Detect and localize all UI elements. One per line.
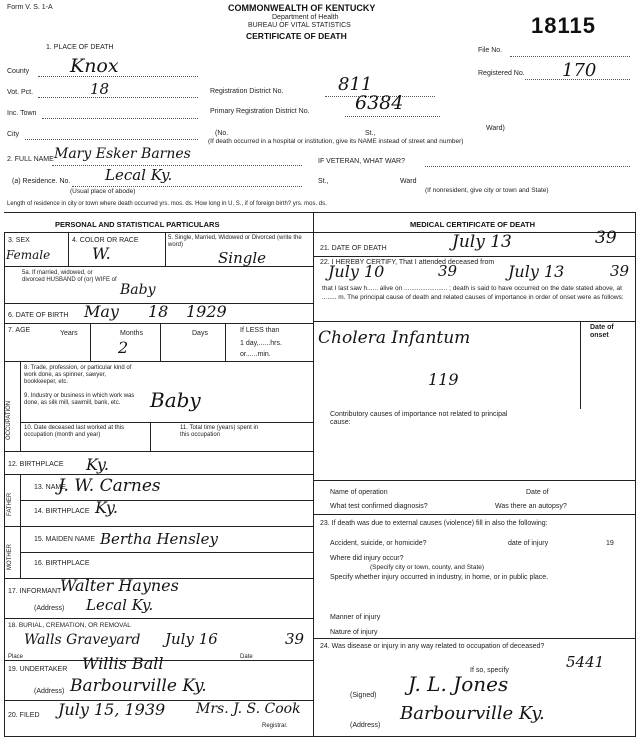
signed-label: (Signed) bbox=[350, 692, 377, 699]
certificate-number: 18115 bbox=[531, 13, 596, 38]
informant-label: 17. INFORMANT bbox=[8, 588, 62, 595]
medical-section-title: MEDICAL CERTIFICATE OF DEATH bbox=[410, 220, 535, 229]
residence-label: (a) Residence. No. bbox=[12, 178, 71, 185]
personal-section-title: PERSONAL AND STATISTICAL PARTICULARS bbox=[55, 220, 220, 229]
spouse-label: 5a. If married, widowed, or divorced HUSBAND of (or) WIFE of bbox=[22, 270, 117, 283]
where-note: (Specify city or town, county, and State) bbox=[370, 564, 485, 571]
contributory-label: Contributory causes of importance not related to principal cause: bbox=[330, 411, 508, 426]
mother-maiden-label: 15. MAIDEN NAME bbox=[34, 536, 96, 543]
birthplace-label: 12. BIRTHPLACE bbox=[8, 461, 64, 468]
commonwealth-heading: COMMONWEALTH OF KENTUCKY bbox=[228, 3, 376, 13]
department-heading: Department of Health bbox=[272, 14, 339, 21]
sex-label: 3. SEX bbox=[8, 237, 30, 244]
dob-day: 18 bbox=[148, 302, 169, 321]
primary-registration-value: 6384 bbox=[355, 92, 404, 114]
min-label: or......min. bbox=[240, 351, 271, 358]
informant-address-value: Lecal Ky. bbox=[86, 596, 154, 614]
registrar-value: Mrs. J. S. Cook bbox=[196, 701, 301, 717]
manner-injury-label: Manner of injury bbox=[330, 614, 381, 621]
autopsy-label: Was there an autopsy? bbox=[495, 503, 567, 510]
burial-label: 18. BURIAL, CREMATION, OR REMOVAL bbox=[8, 622, 131, 629]
street-label: St., bbox=[365, 130, 376, 137]
registrar-label: Registrar. bbox=[262, 723, 288, 729]
residence-note: (Usual place of abode) bbox=[70, 188, 136, 195]
nature-injury-label: Nature of injury bbox=[330, 629, 378, 636]
injury-date-label: date of injury bbox=[508, 540, 549, 547]
file-no-label: File No. bbox=[478, 47, 503, 54]
if-so-label: If so, specify bbox=[470, 667, 509, 674]
inc-town-label: Inc. Town bbox=[7, 110, 37, 117]
birthplace-value: Ky. bbox=[86, 455, 109, 474]
attended-to-value: July 13 bbox=[508, 262, 565, 281]
spouse-value: Baby bbox=[120, 282, 156, 298]
if-less-label: If LESS than bbox=[240, 327, 280, 334]
undertaker-value: Willis Ball bbox=[82, 654, 164, 673]
day-hrs-label: 1 day,......hrs. bbox=[240, 340, 282, 347]
injury-year-label: 19 bbox=[606, 540, 614, 547]
residence-value: Lecal Ky. bbox=[105, 166, 173, 184]
certify-text: that I last saw h...... alive on ........................ ; death is said to have occurred on the date stated above, at ........ m. The principal cause of death and related causes of importance in order of onset were as follows: bbox=[322, 285, 624, 301]
full-name-label: 2. FULL NAME bbox=[7, 156, 54, 163]
attended-from-year: 39 bbox=[438, 262, 458, 280]
father-name-label: 13. NAME bbox=[34, 484, 66, 491]
marital-label: 5. Single, Married, Widowed or Divorced (write the word) bbox=[168, 235, 302, 248]
burial-year-value: 39 bbox=[285, 630, 305, 648]
ward-label: Ward) bbox=[486, 125, 505, 132]
age-label: 7. AGE bbox=[8, 327, 31, 334]
registration-district-value: 811 bbox=[338, 74, 373, 95]
where-injury-label: Where did injury occur? bbox=[330, 555, 404, 562]
external-causes-label: 23. If death was due to external causes (violence) fill in also the following: bbox=[320, 520, 548, 527]
mother-side-label: MOTHER bbox=[7, 544, 13, 570]
informant-address-label: (Address) bbox=[34, 605, 65, 612]
occupation-8-label: 8. Trade, profession, or particular kind of work done, as spinner, sawyer, bookkeeper, etc. bbox=[24, 365, 132, 385]
date-of-death-label: 21. DATE OF DEATH bbox=[320, 245, 387, 252]
hospital-note: (If death occurred in a hospital or institution, give its NAME instead of street and number) bbox=[208, 138, 464, 145]
certify-label: 22. I HEREBY CERTIFY, That I attended deceased from bbox=[320, 259, 495, 266]
dob-year: 1929 bbox=[186, 302, 227, 321]
length-of-residence: Length of residence in city or town where death occurred yrs. mos. ds. How long in U. S., if of foreign birth? yrs. mos. ds. bbox=[7, 201, 327, 207]
informant-value: Walter Haynes bbox=[60, 576, 179, 595]
principal-cause-value: Cholera Infantum bbox=[318, 328, 471, 348]
occupation-11-label: 11. Total time (years) spent in this occupation bbox=[180, 425, 259, 438]
industry-injury-label: Specify whether injury occurred in industry, in home, or in public place. bbox=[330, 574, 549, 581]
burial-date-value: July 16 bbox=[165, 630, 218, 648]
operation-date-label: Date of bbox=[526, 489, 549, 496]
full-name-value: Mary Esker Barnes bbox=[54, 146, 191, 162]
sex-value: Female bbox=[6, 248, 51, 262]
registered-no-label: Registered No. bbox=[478, 70, 525, 77]
father-birthplace-value: Ky. bbox=[95, 498, 118, 517]
cause-code-value: 119 bbox=[428, 370, 459, 389]
primary-registration-label: Primary Registration District No. bbox=[210, 108, 310, 115]
date-of-death-year: 39 bbox=[595, 228, 617, 248]
residence-ward-label: Ward bbox=[400, 178, 417, 185]
county-label: County bbox=[7, 68, 30, 75]
attended-from-value: July 10 bbox=[328, 262, 385, 281]
age-months-value: 2 bbox=[118, 338, 129, 357]
operation-label: Name of operation bbox=[330, 489, 388, 496]
days-label: Days bbox=[192, 330, 208, 337]
father-name-value: J. W. Carnes bbox=[58, 476, 161, 496]
father-side-label: FATHER bbox=[7, 492, 13, 516]
mother-birthplace-label: 16. BIRTHPLACE bbox=[34, 560, 90, 567]
occupation-10-label: 10. Date deceased last worked at this occupation (month and year) bbox=[24, 425, 125, 438]
nonresident-note: (If nonresident, give city or town and State) bbox=[425, 187, 549, 194]
marital-value: Single bbox=[218, 249, 267, 267]
burial-place-label: Place bbox=[8, 654, 24, 660]
vot-pct-label: Vot. Pct. bbox=[7, 89, 34, 96]
registration-district-label: Registration District No. bbox=[210, 88, 284, 95]
color-label: 4. COLOR OR RACE bbox=[72, 237, 139, 244]
undertaker-address-value: Barbourville Ky. bbox=[70, 676, 207, 696]
vot-pct-value: 18 bbox=[90, 80, 110, 98]
registered-no-value: 170 bbox=[562, 60, 597, 81]
physician-number: 5441 bbox=[566, 653, 605, 671]
mother-maiden-value: Bertha Hensley bbox=[100, 530, 218, 548]
bureau-heading: BUREAU OF VITAL STATISTICS bbox=[248, 22, 351, 29]
disease-occupation-label: 24. Was disease or injury in any way related to occupation of deceased? bbox=[320, 643, 545, 650]
certificate-title: CERTIFICATE OF DEATH bbox=[246, 31, 347, 41]
city-label: City bbox=[7, 131, 20, 138]
years-label: Years bbox=[60, 330, 78, 337]
diagnosis-label: What test confirmed diagnosis? bbox=[330, 503, 428, 510]
physician-address-label: (Address) bbox=[350, 722, 381, 729]
form-code: Form V. S. 1-A bbox=[7, 4, 53, 11]
color-value: W. bbox=[92, 244, 111, 263]
dob-month: May bbox=[84, 302, 119, 321]
months-label: Months bbox=[120, 330, 143, 337]
date-of-onset-label: Date of onset bbox=[590, 324, 614, 339]
undertaker-label: 19. UNDERTAKER bbox=[8, 666, 68, 673]
undertaker-address-label: (Address) bbox=[34, 688, 65, 695]
filed-label: 20. FILED bbox=[8, 712, 40, 719]
burial-place-value: Walls Graveyard bbox=[24, 632, 141, 648]
physician-signature: J. L. Jones bbox=[408, 672, 509, 696]
attended-to-year: 39 bbox=[610, 262, 630, 280]
date-of-death-value: July 13 bbox=[452, 232, 512, 252]
father-birthplace-label: 14. BIRTHPLACE bbox=[34, 508, 90, 515]
filed-value: July 15, 1939 bbox=[58, 700, 166, 719]
street-no-label: (No. bbox=[215, 130, 229, 137]
accident-label: Accident, suicide, or homicide? bbox=[330, 540, 427, 547]
place-of-death-label: 1. PLACE OF DEATH bbox=[46, 44, 114, 51]
physician-address-value: Barbourville Ky. bbox=[400, 703, 545, 724]
dob-label: 6. DATE OF BIRTH bbox=[8, 312, 69, 319]
occupation-side-label: OCCUPATION bbox=[6, 400, 12, 440]
county-value: Knox bbox=[70, 55, 119, 77]
burial-date-label: Date bbox=[240, 654, 253, 660]
occupation-value: Baby bbox=[150, 388, 201, 412]
veteran-label: IF VETERAN, WHAT WAR? bbox=[318, 158, 405, 165]
residence-st-label: St., bbox=[318, 178, 329, 185]
occupation-9-label: 9. Industry or business in which work was done, as silk mill, sawmill, bank, etc. bbox=[24, 393, 135, 406]
